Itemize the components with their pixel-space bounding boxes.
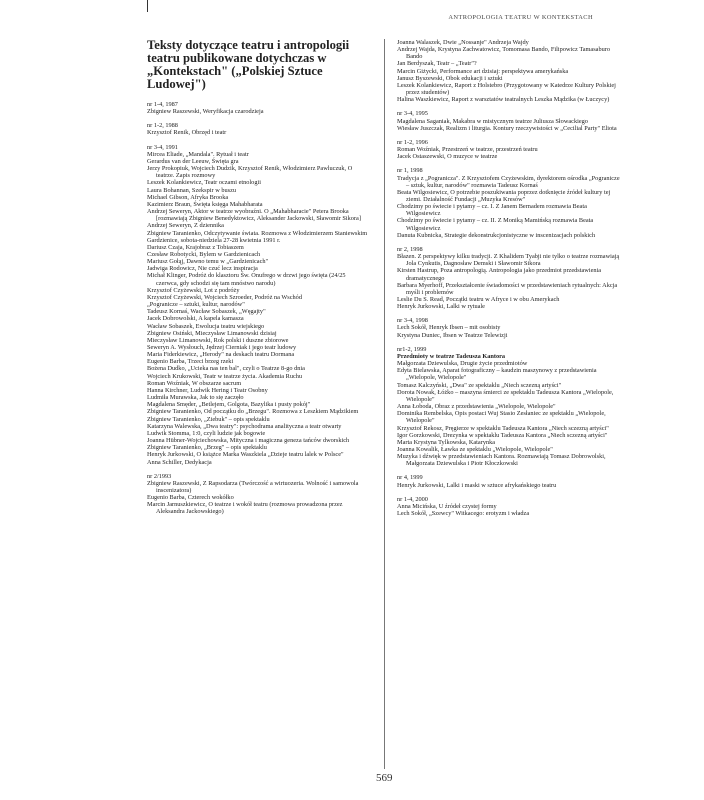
issue-label: nr 1-2, 1988	[147, 122, 178, 130]
bibliography-entry: Muzyka i dźwięk w przedstawieniach Kantora. Rozmawiają Tomasz Dobrowolski, Małgorzata Dziewulska i Piotr Kłoczkowski	[397, 453, 606, 468]
bibliography-entry: Laura Bohannan, Szekspir w buszu	[147, 186, 237, 194]
bibliography-entry: Zbigniew Raszewski, Weryfikacja czarodzieja	[147, 108, 264, 116]
issue-group	[397, 39, 621, 103]
bibliography-entry: Marta Krystyna Tylkowska, Katarynka	[397, 438, 496, 446]
bibliography-entry: Gardzienice, sobota-niedziela 27-28 kwietnia 1991 r.	[147, 236, 281, 244]
bibliography-entry: Jan Berdyszak, Teatr – „Teatr"?	[397, 60, 477, 68]
bibliography-entry: Tomasz Kalczyński, „Dwa" ze spektaklu „Niech sczezną artyści"	[397, 381, 562, 389]
bibliography-entry: Dominika Rembelska, Opis postaci Wuj Stasio Zesłaniec ze spektaklu „Wielopole, Wielopole"	[397, 410, 606, 425]
bibliography-entry: Dorota Nowak, Łóżko – maszyna śmierci ze spektaklu Tadeusza Kantora „Wielopole, Wielopole"	[397, 388, 614, 403]
bibliography-entry: Bożena Dudko, „Ucieka nas ten bal", czyli o Teatrze 8-go dnia	[147, 365, 305, 373]
running-head: ANTROPOLOGIA TEATRU W KONTEKSTACH	[448, 14, 593, 21]
bibliography-entry: Magdalena Smęder, „Betlejem, Golgota, Bazylika i pusty pokój"	[147, 401, 311, 409]
bibliography-entry: Zbigniew Taranienko, „Ziebuk" – opis spektaklu	[147, 415, 270, 423]
bibliography-entry: Ludwik Stomma, 1:0, czyli ludzie jak bogowie	[147, 429, 266, 437]
bibliography-entry: Zbigniew Osiński, Mieczysław Limanowski dzisiaj	[147, 329, 277, 337]
issue-group	[397, 346, 621, 468]
bibliography-entry: Lech Sokół, „Szewcy" Witkacego: erotyzm i władza	[397, 510, 530, 518]
bibliography-entry: Krzysztof Renik, Obrzęd i teatr	[147, 129, 227, 137]
bibliography-entry: Tadeusz Kornaś, Wacław Sobaszek, „Węgajty"	[147, 308, 266, 316]
bibliography-entry: Hanna Kirchner, Ludwik Hering i Teatr Osobny	[147, 386, 268, 394]
bibliography-entry: Kazimierz Braun, Święta księga Mahabharata	[147, 200, 263, 208]
left-column	[147, 39, 369, 516]
issue-label: nr1-2, 1999	[397, 345, 427, 353]
bibliography-entry: Leszek Kolankiewicz, Raport z Holstebro (Przygotowany w Katedrze Kultury Polskiej przez studentów)	[397, 81, 616, 97]
issue-group	[147, 122, 369, 136]
bibliography-entry: Marcin Giżycki, Performance art dzisiaj: perspektywa amerykańska	[397, 67, 569, 75]
bibliography-entry: „Pogranicze – sztuki, kultur, narodów"	[147, 301, 245, 309]
bibliography-entry: Eugenio Barba, Czterech wokółko	[147, 494, 234, 502]
right-issues	[397, 39, 621, 517]
left-issues	[147, 101, 369, 516]
bibliography-entry: Anna Micińska, U źródeł czystej formy	[397, 502, 497, 510]
bibliography-entry: Mariusz Gołąj, Dawno temu w „Gardzienicach"	[147, 258, 269, 266]
issue-label: nr 1-4, 2000	[397, 495, 428, 503]
bibliography-entry: Krzysztof Czyżewski, Wojciech Szroeder, Podróż na Wschód	[147, 293, 302, 301]
issue-label: nr 1-2, 1996	[397, 138, 428, 146]
bibliography-entry: Michał Klinger, Podróż do klasztoru Św. Onufrego w drzwi jego święta (24/25 czerwca, gdy schodzi się tam mnóstwo narodu)	[147, 272, 346, 287]
bibliography-entry: Barbara Myerhoff, Przekształcenie świadomości w przedstawieniach rytualnych: Akcja myśli i problemów	[397, 281, 618, 296]
issue-group	[147, 144, 369, 466]
issue-label: nr 1, 1998	[397, 167, 423, 175]
bibliography-entry: Jacek Dobrowolski, A kapela kamasza	[147, 315, 244, 323]
issue-group	[147, 473, 369, 516]
bibliography-entry: Andrzej Wajda, Krystyna Zachwatowicz, Tomomasa Bando, Filipowicz Tamasaburo Bando	[397, 46, 610, 61]
bibliography-entry: Wacław Sobaszek, Ewolucja teatru wiejskiego	[147, 322, 265, 330]
bibliography-entry: Ludmiła Murawska, Jak to się zaczęło	[147, 394, 244, 402]
bibliography-entry: Jerzy Prokopiuk, Wojciech Dudzik, Krzysztof Renik, Włodzimierz Pawluczuk, O teatrze. Zapis rozmowy	[147, 165, 353, 180]
bibliography-entry: Błazen. Z perspektywy kilku tradycji. Z Khalidem Tyabji nie tylko o teatrze rozmawiają Jola Cynkutis, Dagnosław Demski i Sławomir Sikora	[397, 253, 620, 268]
bibliography-entry: Henryk Jurkowski, Lalki w rytuale	[397, 303, 485, 311]
issue-label: nr 2, 1998	[397, 245, 423, 253]
issue-group	[397, 110, 621, 131]
bibliography-entry: Katarzyna Walewska, „Dwa teatry": psychodrama analityczna a teatr otwarty	[147, 422, 342, 430]
bibliography-entry: Tradycja z „Pogranicza". Z Krzysztofem Czyżewskim, dyrektorem ośrodka „Pogranicze – sztuk, kultur, narodów" rozmawia Tadeusz Kornaś	[397, 174, 620, 189]
bibliography-entry: Michael Gibson, Afryka Brooka	[147, 193, 229, 201]
bibliography-entry: Roman Woźniak, Przestrzeń w teatrze, przestrzeń teatru	[397, 146, 538, 154]
issue-label: nr 4, 1999	[397, 474, 423, 482]
issue-group	[397, 474, 621, 488]
bibliography-entry: Czesław Robotycki, Bylem w Gardzienicach	[147, 250, 261, 258]
bibliography-entry: Joanna Walaszek, Dwie „Nossanje" Andrzeja Wajdy	[397, 39, 529, 46]
bibliography-entry: Leszek Kolankiewicz, Teatr oczami etnologii	[147, 179, 261, 187]
bibliography-entry: Roman Woźniak, W obszarze sacrum	[147, 379, 242, 387]
bibliography-entry: Jacek Ostaszewski, O muzyce w teatrze	[397, 153, 498, 161]
bibliography-entry: Edyta Bielawska, Aparat fotograficzny – kaudzin maszynowy z przedstawienia „Wielopole, Wielopole"	[397, 367, 597, 382]
page-title: Teksty dotyczące teatru i antropologii teatru publikowane dotychczas w „Kontekstach" („Polskiej Sztuce Ludowej")	[147, 38, 350, 91]
bibliography-entry: Maria Fiderkiewicz, „Herody" na deskach teatru Dormana	[147, 351, 295, 359]
bibliography-entry: Kirsten Hastrup, Poza antropologią. Antropologia jako przedmiot przedstawienia dramatycznego	[397, 267, 602, 282]
bibliography-entry: Małgorzata Dziewulska, Drugie życie przedmiotów	[397, 360, 528, 368]
bibliography-entry: Janusz Byszewski, Obok edukacji i sztuki	[397, 74, 503, 82]
issue-group	[397, 246, 621, 310]
bibliography-entry: Joanna Kowalik, Ławka ze spektaklu „Wielopole, Wielopole"	[397, 445, 553, 453]
issue-group	[397, 317, 621, 338]
issue-label: nr 3-4, 1991	[147, 143, 178, 151]
bibliography-entry: Leslie Du S. Read, Początki teatru w Afryce i w obu Amerykach	[397, 296, 560, 303]
bibliography-entry: Dariusz Czaja, Krajobraz z Tobiaszem	[147, 243, 244, 251]
bibliography-entry: Anna Schiller, Dedykacja	[147, 458, 212, 466]
bibliography-entry: Mieczysław Limanowski, Rok polski i duszne zbiorowe	[147, 336, 289, 344]
bibliography-entry: Andrzej Seweryn, Aktor w teatrze wyobraźni. O „Mahabharacie" Petera Brooka [rozmawiają Zbigniew Benedyktowicz, Aleksander Jackowski, Sławomir Sikora]	[147, 208, 361, 223]
bibliography-entry: Danuta Kubnicka, Strategie dekonstrukcjonistyczne w inscenizacjach polskich	[397, 231, 596, 239]
bibliography-entry: Mircea Eliade, „Mandala". Rytuał i teatr	[147, 150, 249, 158]
bibliography-entry: Lech Sokół, Henryk Ibsen – mit osobisty	[397, 324, 501, 332]
bibliography-entry: Krzysztof Czyżewski, Lot z podróży	[147, 286, 240, 294]
bibliography-entry: Seweryn A. Wysłouch, Jędrzej Cierniak i jego teatr ludowy	[147, 344, 297, 351]
bibliography-entry: Wojciech Krukowski, Teatr w teatrze życia. Akademia Ruchu	[147, 372, 303, 380]
bibliography-entry: Beata Wilgosiewicz, O potrzebie poszukiwania poprzez dotknięcie źródeł kultury tej ziemi. Działalność Fundacji „Muzyka Kresów"	[397, 188, 611, 203]
issue-label: nr 3-4, 1998	[397, 317, 428, 325]
issue-label: nr 2/1993	[147, 472, 172, 480]
issue-group	[397, 496, 621, 517]
bibliography-entry: Zbigniew Taranienko, Odczytywanie świata. Rozmowa z Włodzimierzem Staniewskim	[147, 229, 368, 237]
bibliography-entry: Zbigniew Raszewski, Z Rapsodarza (Twórczość a wirtuozeria. Wolność i samowola inscenizatora)	[147, 479, 359, 494]
page-number: 569	[376, 772, 393, 784]
issue-subtitle: Przedmioty w teatrze Tadeusza Kantora	[397, 352, 506, 360]
bibliography-entry: Magdalena Saganiak, Makabra w mistycznym teatrze Juliusza Słowackiego	[397, 117, 588, 125]
bibliography-entry: Chodzimy po świecie i pytamy – cz. II. Z Moniką Mamińską rozmawia Beata Wilgosiewicz	[397, 217, 594, 232]
bibliography-entry: Eugenio Barba, Trzeci brzeg rzeki	[147, 358, 234, 366]
bibliography-entry: Zbigniew Taranienko, „Brzeg" – opis spektaklu	[147, 444, 267, 452]
bibliography-entry: Anna Łoboda, Obraz z przedstawienia „Wielopole, Wielopole"	[397, 403, 556, 411]
bibliography-entry: Jadwiga Rodowicz, Nie czuć lecz inspiracja	[147, 265, 258, 273]
bibliography-entry: Henryk Jurkowski, Lalki i maski w sztuce afrykańskiego teatru	[397, 481, 557, 489]
bibliography-entry: Joanna Hübner-Wojciechowska, Mityczna i magiczna geneza tańców dworskich	[147, 437, 350, 445]
column-divider	[384, 39, 385, 769]
issue-group	[397, 167, 621, 239]
issue-label: nr 3-4, 1995	[397, 110, 428, 118]
bibliography-entry: Zbigniew Taranienko, Od początku do „Brzegu". Rozmowa z Leszkiem Mądzikiem	[147, 408, 359, 416]
bibliography-entry: Andrzej Seweryn, Z dziennika	[147, 222, 224, 230]
bibliography-entry: Chodzimy po świecie i pytamy – cz. I. Z Janem Bernadem rozmawia Beata Wilgosiewicz	[397, 203, 587, 218]
bibliography-entry: Halina Waszkiewicz, Raport z warsztatów teatralnych Leszka Mądzika (w Łuczycy)	[397, 96, 610, 104]
bibliography-entry: Igor Gorzkowski, Drezynka w spektaklu Tadeusza Kantora „Niech sczezną artyści"	[397, 431, 608, 439]
bibliography-entry: Wiesław Juszczak, Realizm i liturgia. Kontury rzeczywistości w „Cecilial Party" Eliota	[397, 124, 617, 132]
issue-label: nr 1-4, 1987	[147, 101, 178, 108]
bibliography-entry: Krzysztof Rekosz, Pręgierze w spektaklu Tadeusza Kantora „Niech sczezną artyści"	[397, 424, 609, 432]
bibliography-entry: Marcin Jarnuszkiewicz, O teatrze i wokół teatru (rozmowa prowadzona przez Aleksandra Jackowskiego)	[147, 501, 343, 516]
bibliography-entry: Gerardus van der Leeuw, Święta gra	[147, 157, 239, 165]
bibliography-entry: Krystyna Duniec, Ibsen w Teatrze Telewizji	[397, 331, 508, 339]
issue-group	[147, 101, 369, 115]
crop-mark	[147, 0, 148, 12]
issue-group	[397, 139, 621, 160]
right-column	[397, 39, 621, 517]
bibliography-entry: Henryk Jurkowski, O książce Marka Waszkiela „Dzieje teatru lalek w Polsce"	[147, 451, 344, 459]
